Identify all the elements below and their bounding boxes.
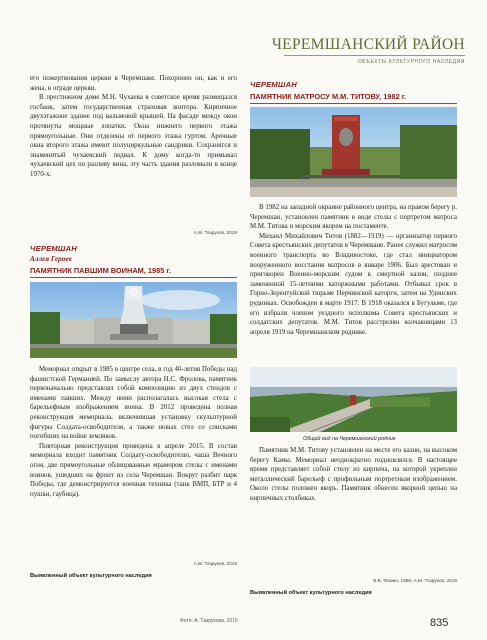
spring-overview-photo <box>250 367 457 432</box>
running-header-subtitle: ОБЪЕКТЫ КУЛЬТУРНОГО НАСЛЕДИЯ <box>357 59 465 65</box>
spring-overview-photo-image <box>250 367 457 432</box>
signature: А.М. Тазруков, 2019 <box>193 230 237 235</box>
right-column-lower <box>250 446 457 504</box>
section-region-label: ЧЕРЕМШАН <box>30 244 77 253</box>
section-region-label: ЧЕРЕМШАН <box>250 80 297 89</box>
left-column <box>30 74 237 180</box>
heritage-status: Выявленный объект культурного наследия <box>250 590 372 596</box>
paragraph: Повторная реконструкция проведена в апреле 2015. В состав мемориала входит памятник Солдату-освободителю, чаша Вечного огня, две прямоугольные облицованные мрамором стелы с именами воинов, ушедших на фронт из села Черемшан. Вокруг разбит парк Победы, где демонстрируется военная техника (танк ВМП, БТР и 4 пушки, гаубица). <box>30 442 237 498</box>
monument-title: ПАМЯТНИК МАТРОСУ М.М. ТИТОВУ, 1982 г. <box>250 92 407 101</box>
title-rule <box>30 277 237 278</box>
photo-credit: Фото: А. Тазрукова, 2015 <box>180 618 238 624</box>
section-subheading: Аллея Героев <box>30 255 72 263</box>
memorial-photo <box>30 282 237 358</box>
titov-monument-photo <box>250 107 457 197</box>
left-column-lower <box>30 365 237 499</box>
paragraph: Михаил Михайлович Титов (1882—1919) — организатор первого Совета крестьянских депутатов в Черемшане. Ранее служил матросом военного транспорта во Владивостоке, где стал инициатором вооруженного восстания матросов в январе 1906. Был арестован и приговорен Военно-морским судом к смертной казни, позднее замененной 15-летними каторжными работами. Отбывал срок в Горно-Зерентуйской тюрьме Нерчинской каторги, затем на Удинских рудниках. Освобожден в марте 1917. В 1918 оказался в Бугульме, где его избрали членом уездного исполкома Совета крестьянских и солдатских депутатов. М.М. Титов расстрелян колчаковцами 13 апреля 1919 на Черемшанском роднике. <box>250 232 457 336</box>
signature: В.Б. Фомин, 1986; А.М. Тазруков, 2019 <box>373 578 457 583</box>
title-rule <box>250 103 457 104</box>
signature: А.М. Тазруков, 2019 <box>193 561 237 566</box>
paragraph: В престижном доме М.Н. Чухаева в советское время размещался госбанк, затем государственная страховая контора. Кирпичное двухэтажное здание под вальмовой крышей. На фасаде между окон протянуты мощные лопатки. Окна нижнего первого этажа прямоугольные. Они отделены от первого этажа гуртом. Арочные окна второго этажа имеют полуциркульные сандрики. Сохранятся и знаменитый чухаевский подвал. К дому когда-то примыкал чухаевский цех по разливу вина, эту часть здания разломали в конце 1970-х. <box>30 94 237 178</box>
right-column-text <box>250 203 457 337</box>
paragraph: В 1982 на западной окраине районного центра, на правом берегу р. Черемшан, установлен памятник в виде стелы с портретом матроса М.М. Титова и морским якорем на постаменте. <box>250 204 457 231</box>
running-header-title: ЧЕРЕМШАНСКИЙ РАЙОН <box>271 36 465 53</box>
paragraph: Памятник М.М. Титову установлен на месте его казни, на высоком берегу Камы. Мемориал неоднократно подновлялся. В настоящее время представляет собой стелу из кирпича, на которой укреплен металлический барельеф с профильным портретным изображением. Около стелы положен якорь. Памятник обнесен якорной цепью на кирпичных столбиках. <box>250 447 457 502</box>
titov-monument-photo-image <box>250 107 457 197</box>
header-rule <box>284 55 465 56</box>
heritage-status: Выявленный объект культурного наследия <box>30 573 152 579</box>
page-number: 835 <box>430 617 449 629</box>
memorial-photo-image <box>30 282 237 358</box>
photo-caption: Общий вид на Черемшанский родник <box>303 436 396 442</box>
paragraph: Мемориал открыт в 1985 в центре села, в год 40-летия Победы над фашистской Германией. По замыслу автора Н.С. Фролова, памятник первоначально представлял собой композицию из двух стендов с именами павших. Между ними располагалась высокая стела с барельефным изображением воина. В 2012 проведена полная реконструкция мемориала, включившая установку скульптурной фигуры Солдата-освободителя, а также новых стел со списками погибших на войне земляков. <box>30 366 237 441</box>
paragraph: его пожертвования церкви в Черемшаке. Похоронен он, как и его жена, в ограде церкви. <box>30 75 237 92</box>
monument-title: ПАМЯТНИК ПАВШИМ ВОИНАМ, 1985 г. <box>30 266 171 275</box>
